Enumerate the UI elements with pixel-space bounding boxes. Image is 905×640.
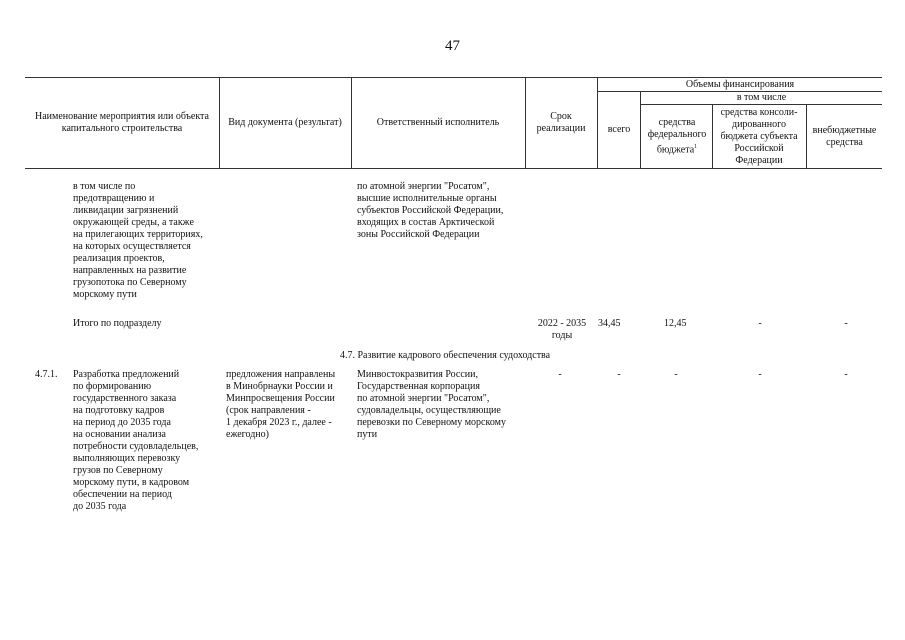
header-bottom-border [25, 168, 882, 169]
header-executor: Ответственный исполнитель [376, 116, 500, 128]
subtotal-total: 34,45 [598, 318, 621, 329]
row-executor-cell: Минвостокразвития России, Государственная корпорация по атомной энергии "Росатом", судовладельцы, осуществляющие перевозки по Северному морскому пути [357, 369, 506, 440]
row-name-cell: Разработка предложений по формированию государственного заказа на подготовку кадров на период до 2035 года на основании анализа потребности судовладельцев, выполняющих перевозку грузов по Северному морскому пути, в кадровом обеспечении на период до 2035 года [73, 369, 199, 512]
row-extrabudget-cell: - [844, 369, 848, 380]
subtotal-label: Итого по подразделу [73, 318, 162, 329]
header-total: всего [607, 124, 631, 135]
header-regional: средства консоли-дированного бюджета субъекта Российской Федерации [720, 106, 798, 166]
header-including: в том числе [736, 92, 787, 103]
header-document: Вид документа (результат) [228, 116, 342, 128]
row-regional-cell: - [758, 369, 762, 380]
header-name: Наименование мероприятия или объекта капитального строительства [35, 110, 209, 134]
row-federal-cell: - [674, 369, 678, 380]
page-number: 47 [445, 38, 460, 54]
subtotal-term: 2022 - 2035 годы [537, 318, 587, 341]
subtotal-regional: - [758, 318, 762, 329]
header-federal: средства федерального бюджета$^1$ [647, 116, 707, 156]
continued-executor-cell: по атомной энергии "Росатом", высшие исполнительные органы субъектов Российской Федерации, входящих в состав Арктической зоны Российской Федерации [357, 181, 504, 240]
subtotal-federal: 12,45 [664, 318, 687, 329]
row-document-cell: предложения направлены в Минобрнауки России и Минпросвещения России (срок направления - 1 декабря 2023 г., далее - ежегодно) [226, 369, 336, 440]
row-term-cell: - [558, 369, 562, 380]
subtotal-extrabudget: - [844, 318, 848, 329]
header-term: Срок реализации [536, 110, 586, 134]
row-total-cell: - [617, 369, 621, 380]
header-funding-group: Объемы финансирования [685, 78, 795, 90]
header-extrabudget: внебюджетные средства [812, 124, 877, 148]
row-number: 4.7.1. [35, 369, 58, 380]
footnote-mark: 1 [694, 143, 698, 150]
section-title: 4.7. Развитие кадрового обеспечения судоходства [340, 350, 551, 361]
continued-name-cell: в том числе по предотвращению и ликвидации загрязнений окружающей среды, а также на прилегающих территориях, на которых осуществляется реализация проектов, направленных на развитие грузопотока по Северному морскому пути [73, 181, 203, 300]
